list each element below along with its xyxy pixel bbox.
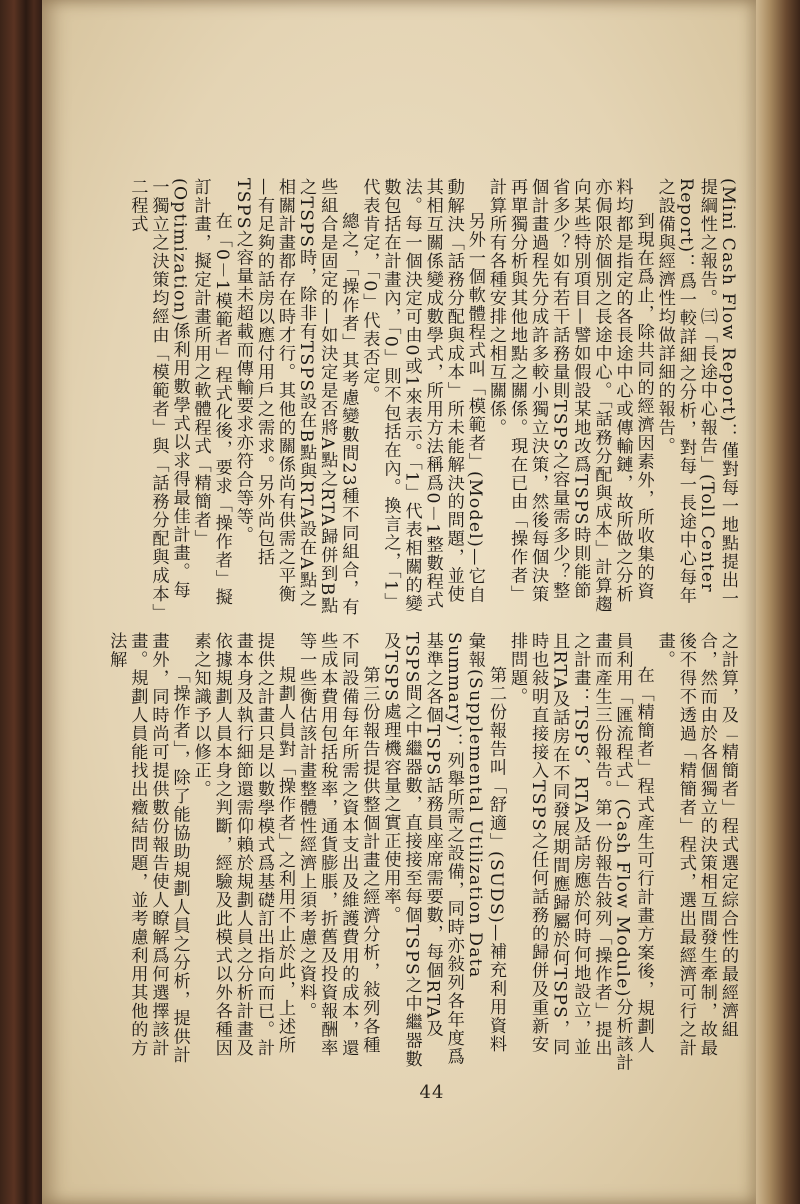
lower-text-block [106,632,738,1072]
upper-text-block [106,178,738,618]
paragraph: 「操作者」，除了能協助規劃人員之分析，提供計畫外，同時尚可提供數份報告使人瞭解爲何選擇該計畫。規劃人員能找出癥結問題，並考慮利用其他的方法解 [106,632,190,1065]
paragraph: 到現在爲止，除共同的經濟因素外，所收集的資料均都是指定的各長途中心或傳輸鏈，故所做之分析亦侷限於個別之長途中心。「話務分配與成本」計算趨向某些特別項目—譬如假設某地改爲TSPS時則能節省多少？如有若干話務量則TSPS之容量需多少？整個計畫過程先分成許多較小獨立決策，然後每個決策再單獨分析與其他地點之關係。現在已由「操作者」計算所有各種安排之相互關係。 [485,178,654,614]
page-edge [756,0,800,1204]
paragraph: 另外一個軟體程式叫「模範者」(Model)—它自動解決「話務分配與成本」所未能解決的問題，並使其相互關係變成數學式，所用方法稱爲0－1整數程式法。每一個決定可由0或1來表示。「1」代表相關的變數包括在計畫內，「0」則不包括在內。換言之，「1」代表肯定，「0」代表否定。 [359,178,485,614]
paragraph: 第二份報告叫「舒適」(SUDS)—補充利用資料彙報(Supplemental Utilization Data Summary)：列舉所需之設備，同時亦敍列各年度爲基準之各個TSPS話務員座席需要數，每個RTA及TSPS間之中繼器數，直接接至每個TSPS之中繼器數及TSPS處理機容量之實正使用率。 [380,632,506,1069]
paragraph: 在「精簡者」程式產生可行計畫方案後，規劃人員利用「匯流程式」(Cash Flow Module)分析該計畫而產生三份報告。第一份報告敍列「操作者」提出之計畫：TSPS、RTA及話房應於何時何地設立，並且RTA及話房在不同發展期間應歸屬於何TSPS，同時也敍明直接接入TSPS之任何話務的歸併及重新安排問題。 [507,632,654,1072]
paragraph: 第三份報告提供整個計畫之經濟分析，敍列各種不同設備每年所需之資本支出及維護費用的成本，還些成本費用包括稅率，通貨膨脹，折舊及投資報酬率等一些衡估該計畫整體性經濟上須考慮之資料。 [296,632,380,1058]
paragraph: 總之，「操作者」其考慮變數間23種不同組合，有些組合是固定的—如決定是否將A點之RTA歸併到B點之TSPS時，除非有TSPS設在B點與RTA設在A點之相關計畫都存在時才行。其他的關係尚有供需之平衡—有足夠的話房以應付用戶之需求。另外尚包括TSPS之容量未超載而傳輸要求亦符合等等。 [232,178,359,617]
book-page [42,0,756,1204]
page-number: 44 [419,1082,445,1103]
paragraph: (Mini Cash Flow Report)：僅對每一地點提出一提綱性之報告。㈢「長途中心報告」(Toll Center Report)：爲一較詳細之分析，對每一長途中心每年之設備與經濟性均做詳細的報告。 [654,178,738,608]
paragraph: 之計算，及「精簡者」程式選定綜合性的最經濟組合，然而由於各個獨立的決策相互間發生牽制，故最後不得不透過「精簡者」程式，選出最經濟可行之計畫。 [654,632,738,1058]
paragraph: 規劃人員對「操作者」之利用不止於此，上述所提供之計畫只是以數學模式爲基礎訂出指向而已。計畫本身及執行細節還需仰賴於規劃人員之分析計畫及依據規劃人員本身之判斷，經驗及此模式以外各種因素之知識予以修正。 [190,632,296,1058]
paragraph: 在「0－1模範者」程式化後，要求「操作者」擬訂計畫，擬定計畫所用之軟體程式「精簡者」(Optimization)係利用數學式以求得最佳計畫。每一獨立之決策均經由「模範者」與「話務分配與成本」二程式 [127,178,232,614]
